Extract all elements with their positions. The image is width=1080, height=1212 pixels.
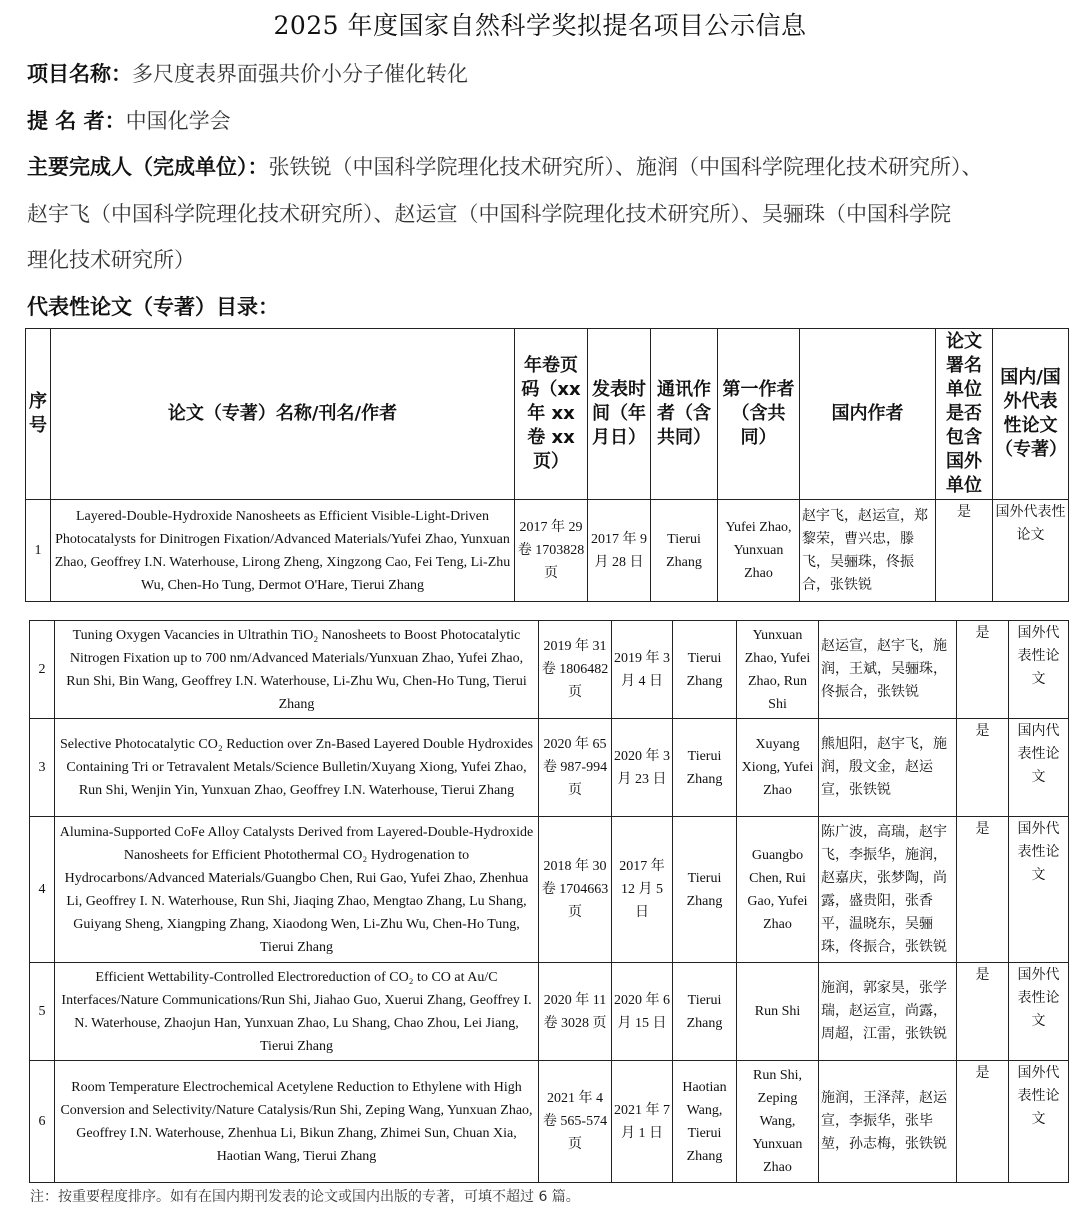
header-date: 发表时间（年月日） xyxy=(588,329,651,500)
completers-text-2: 赵宇飞（中国科学院理化技术研究所）、赵运宣（中国科学院理化技术研究所）、吴骊珠（中国科学院 xyxy=(27,202,951,226)
row-domestic: 赵宇飞，赵运宣，郑黎荣，曹兴忠，滕飞，吴骊珠，佟振合，张铁锐 xyxy=(800,500,936,602)
row-foreign: 是 xyxy=(957,719,1009,817)
nominator-label: 提 名 者： xyxy=(27,109,126,133)
footnote: 注：按重要程度排序。如有在国内期刊发表的论文或国内出版的专著，可填不超过 6 篇。 xyxy=(30,1189,580,1205)
row-no: 6 xyxy=(30,1061,55,1183)
row-corr: Tierui Zhang xyxy=(673,817,737,963)
row-title: Room Temperature Electrochemical Acetylene Reduction to Ethylene with High Conversion and Selectivity/Nature Catalysis/Run Shi, Zeping Wang, Yunxuan Zhao, Geoffrey I.N. Waterhouse, Zhenhua Li, Bikun Zhang, Zhimei Sun, Chuan Xia, Haotian Wang, Tierui Zhang xyxy=(55,1061,539,1183)
row-corr: Tierui Zhang xyxy=(651,500,718,602)
row-type: 国外代表性论文 xyxy=(1009,621,1069,719)
row-domestic: 熊旭阳，赵宇飞，施润，殷文金，赵运宣，张铁锐 xyxy=(819,719,957,817)
completers-label: 主要完成人（完成单位）： xyxy=(27,155,269,179)
row-volume: 2018 年 30 卷 1704663 页 xyxy=(539,817,612,963)
row-date: 2019 年 3 月 4 日 xyxy=(612,621,673,719)
row-foreign: 是 xyxy=(936,500,993,602)
table-row xyxy=(30,817,1069,963)
row-volume: 2020 年 11 卷 3028 页 xyxy=(539,963,612,1061)
row-type: 国外代表性论文 xyxy=(1009,1061,1069,1183)
row-type: 国内代表性论文 xyxy=(1009,719,1069,817)
header-corr: 通讯作者（含共同） xyxy=(651,329,718,500)
row-volume: 2019 年 31 卷 1806482 页 xyxy=(539,621,612,719)
row-type: 国外代表性论文 xyxy=(1009,963,1069,1061)
completers-line-2 xyxy=(27,198,951,228)
completers-text-1: 张铁锐（中国科学院理化技术研究所）、施润（中国科学院理化技术研究所）、 xyxy=(268,155,983,179)
row-volume: 2017 年 29 卷 1703828 页 xyxy=(515,500,588,602)
table-row xyxy=(30,621,1069,719)
row-first: Guangbo Chen, Rui Gao, Yufei Zhao xyxy=(737,817,819,963)
row-type: 国外代表性论文 xyxy=(993,500,1069,602)
header-title: 论文（专著）名称/刊名/作者 xyxy=(51,329,515,500)
row-no: 1 xyxy=(26,500,51,602)
table-row xyxy=(30,1061,1069,1183)
papers-heading: 代表性论文（专著）目录： xyxy=(27,295,279,319)
row-no: 4 xyxy=(30,817,55,963)
row-first: Run Shi xyxy=(737,963,819,1061)
row-volume: 2021 年 4 卷 565-574 页 xyxy=(539,1061,612,1183)
header-type: 国内/国外代表性论文（专著） xyxy=(993,329,1069,500)
header-volume: 年卷页码（xx 年 xx 卷 xx 页） xyxy=(515,329,588,500)
row-domestic: 陈广波，高瑞，赵宇飞，李振华，施润，赵嘉庆，张梦陶，尚露，盛贵阳，张香平，温晓东，吴骊珠，佟振合，张铁锐 xyxy=(819,817,957,963)
row-corr: Tierui Zhang xyxy=(673,621,737,719)
row-type: 国外代表性论文 xyxy=(1009,817,1069,963)
header-no: 序号 xyxy=(26,329,51,500)
table-header-row xyxy=(26,329,1069,500)
row-date: 2020 年 6 月 15 日 xyxy=(612,963,673,1061)
row-volume: 2020 年 65 卷 987-994 页 xyxy=(539,719,612,817)
row-date: 2017 年 9 月 28 日 xyxy=(588,500,651,602)
papers-table-2 xyxy=(29,620,1069,1183)
completers-line-1 xyxy=(27,151,983,181)
project-name-value: 多尺度表界面强共价小分子催化转化 xyxy=(132,62,468,86)
row-date: 2021 年 7 月 1 日 xyxy=(612,1061,673,1183)
row-corr: Haotian Wang, Tierui Zhang xyxy=(673,1061,737,1183)
nominator-line xyxy=(27,105,231,135)
row-title: Tuning Oxygen Vacancies in Ultrathin TiO₂ Nanosheets to Boost Photocatalytic Nitrogen Fixation up to 700 nm/Advanced Materials/Yunxuan Zhao, Yufei Zhao, Run Shi, Bin Wang, Geoffrey I.N. Waterhouse, Li-Zhu Wu, Chen-Ho Tung, Tierui Zhang xyxy=(55,621,539,719)
row-corr: Tierui Zhang xyxy=(673,963,737,1061)
row-foreign: 是 xyxy=(957,817,1009,963)
row-title: Alumina-Supported CoFe Alloy Catalysts Derived from Layered-Double-Hydroxide Nanosheets for Efficient Photothermal CO₂ Hydrogenation to Hydrocarbons/Advanced Materials/Guangbo Chen, Rui Gao, Yufei Zhao, Zhenhua Li, Geoffrey I. N. Waterhouse, Run Shi, Jiaqing Zhao, Mengtao Zhang, Lu Shang, Guiyang Sheng, Xiangping Zhang, Xiaodong Wen, Li-Zhu Wu, Chen-Ho Tung, Tierui Zhang xyxy=(55,817,539,963)
row-foreign: 是 xyxy=(957,621,1009,719)
row-no: 5 xyxy=(30,963,55,1061)
row-first: Yunxuan Zhao, Yufei Zhao, Run Shi xyxy=(737,621,819,719)
completers-line-3 xyxy=(27,244,195,274)
row-foreign: 是 xyxy=(957,963,1009,1061)
header-first: 第一作者（含共同） xyxy=(718,329,800,500)
row-no: 3 xyxy=(30,719,55,817)
row-first: Run Shi, Zeping Wang, Yunxuan Zhao xyxy=(737,1061,819,1183)
page-title: 2025 年度国家自然科学奖拟提名项目公示信息 xyxy=(273,11,807,40)
papers-table-1 xyxy=(25,328,1069,602)
row-foreign: 是 xyxy=(957,1061,1009,1183)
project-name-line xyxy=(27,58,468,88)
row-domestic: 赵运宣，赵宇飞，施润，王斌，吴骊珠，佟振合，张铁锐 xyxy=(819,621,957,719)
header-foreign-unit: 论文署名单位是否包含国外单位 xyxy=(936,329,993,500)
row-no: 2 xyxy=(30,621,55,719)
table-row xyxy=(30,963,1069,1061)
row-date: 2020 年 3 月 23 日 xyxy=(612,719,673,817)
row-first: Yufei Zhao, Yunxuan Zhao xyxy=(718,500,800,602)
row-corr: Tierui Zhang xyxy=(673,719,737,817)
row-title: Selective Photocatalytic CO₂ Reduction over Zn-Based Layered Double Hydroxides Containing Tri or Tetravalent Metals/Science Bulletin/Xuyang Xiong, Yufei Zhao, Run Shi, Wenjin Yin, Yunxuan Zhao, Geoffrey I.N. Waterhouse, Tierui Zhang xyxy=(55,719,539,817)
table-row xyxy=(26,500,1069,602)
table-row xyxy=(30,719,1069,817)
nominator-value: 中国化学会 xyxy=(125,109,231,133)
row-title: Efficient Wettability-Controlled Electroreduction of CO₂ to CO at Au/C Interfaces/Nature Communications/Run Shi, Jiahao Guo, Xuerui Zhang, Geoffrey I. N. Waterhouse, Zhaojun Han, Yunxuan Zhao, Lu Shang, Chao Zhou, Lei Jiang, Tierui Zhang xyxy=(55,963,539,1061)
row-first: Xuyang Xiong, Yufei Zhao xyxy=(737,719,819,817)
completers-text-3: 理化技术研究所） xyxy=(27,248,195,272)
project-name-label: 项目名称： xyxy=(27,62,132,86)
row-domestic: 施润，王泽萍，赵运宣，李振华，张毕堃，孙志梅，张铁锐 xyxy=(819,1061,957,1183)
header-domestic: 国内作者 xyxy=(800,329,936,500)
row-date: 2017 年 12 月 5 日 xyxy=(612,817,673,963)
row-title: Layered-Double-Hydroxide Nanosheets as Efficient Visible-Light-Driven Photocatalysts for Dinitrogen Fixation/Advanced Materials/Yufei Zhao, Yunxuan Zhao, Geoffrey I.N. Waterhouse, Lirong Zheng, Xingzong Cao, Fei Teng, Li-Zhu Wu, Chen-Ho Tung, Dermot O'Hare, Tierui Zhang xyxy=(51,500,515,602)
row-domestic: 施润，郭家昊，张学瑞，赵运宣，尚露，周超，江雷，张铁锐 xyxy=(819,963,957,1061)
